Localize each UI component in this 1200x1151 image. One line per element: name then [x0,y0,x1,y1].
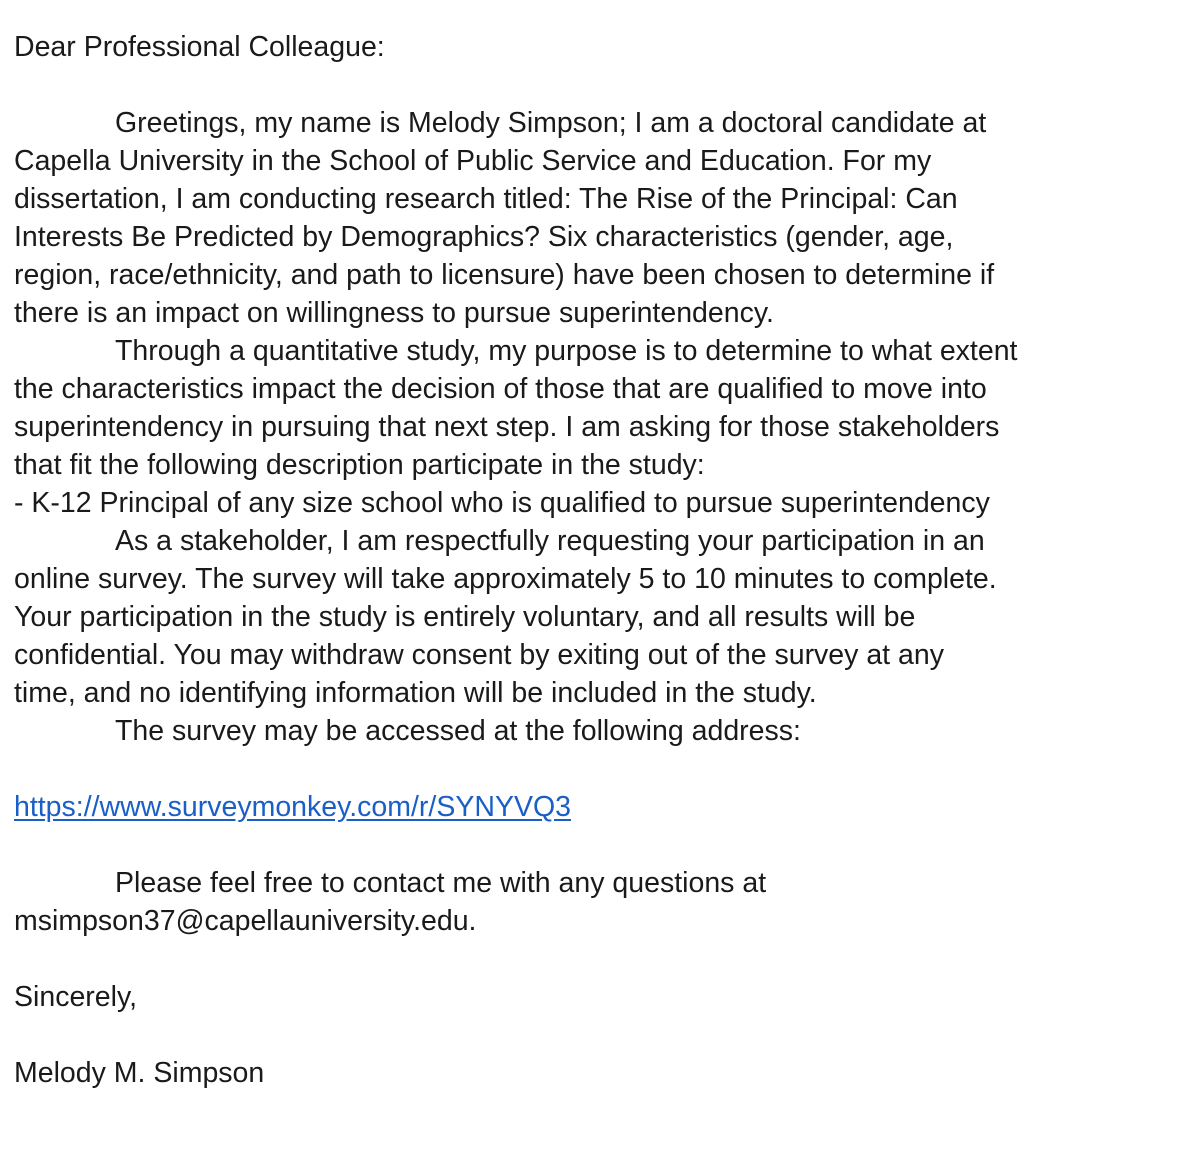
paragraph-3-line: As a stakeholder, I am respectfully requesting your participation in an [115,525,985,557]
paragraph-1-line: dissertation, I am conducting research titled: The Rise of the Principal: Can [14,183,958,215]
paragraph-3-line: Your participation in the study is entirely voluntary, and all results will be [14,601,916,633]
spacer [14,750,1200,788]
survey-link[interactable]: https://www.surveymonkey.com/r/SYNYVQ3 [14,791,571,823]
paragraph-3-line: time, and no identifying information will be included in the study. [14,677,817,709]
contact-email: msimpson37@capellauniversity.edu. [14,905,477,937]
spacer [14,826,1200,864]
paragraph-2-line: Through a quantitative study, my purpose is to determine to what extent [115,335,1018,367]
closing: Sincerely, [14,981,138,1013]
survey-intro: The survey may be accessed at the following address: [115,715,801,747]
paragraph-1-line: region, race/ethnicity, and path to licensure) have been chosen to determine if [14,259,995,291]
paragraph-2-line: the characteristics impact the decision of those that are qualified to move into [14,373,987,405]
eligibility-bullet: - K-12 Principal of any size school who is qualified to pursue superintendency [14,487,990,519]
spacer [14,940,1200,978]
contact-line: Please feel free to contact me with any questions at [115,867,767,899]
paragraph-3-line: online survey. The survey will take approximately 5 to 10 minutes to complete. [14,563,997,595]
paragraph-1-line: Capella University in the School of Public Service and Education. For my [14,145,932,177]
paragraph-3-line: confidential. You may withdraw consent by exiting out of the survey at any [14,639,944,671]
paragraph-1-line: Interests Be Predicted by Demographics? Six characteristics (gender, age, [14,221,954,253]
paragraph-2-line: superintendency in pursuing that next step. I am asking for those stakeholders [14,411,1000,443]
paragraph-1-line: there is an impact on willingness to pursue superintendency. [14,297,774,329]
spacer [14,1016,1200,1054]
signature: Melody M. Simpson [14,1057,265,1089]
paragraph-1-line: Greetings, my name is Melody Simpson; I am a doctoral candidate at [115,107,987,139]
spacer [14,66,1200,104]
salutation: Dear Professional Colleague: [14,31,385,63]
paragraph-2-line: that fit the following description participate in the study: [14,449,705,481]
